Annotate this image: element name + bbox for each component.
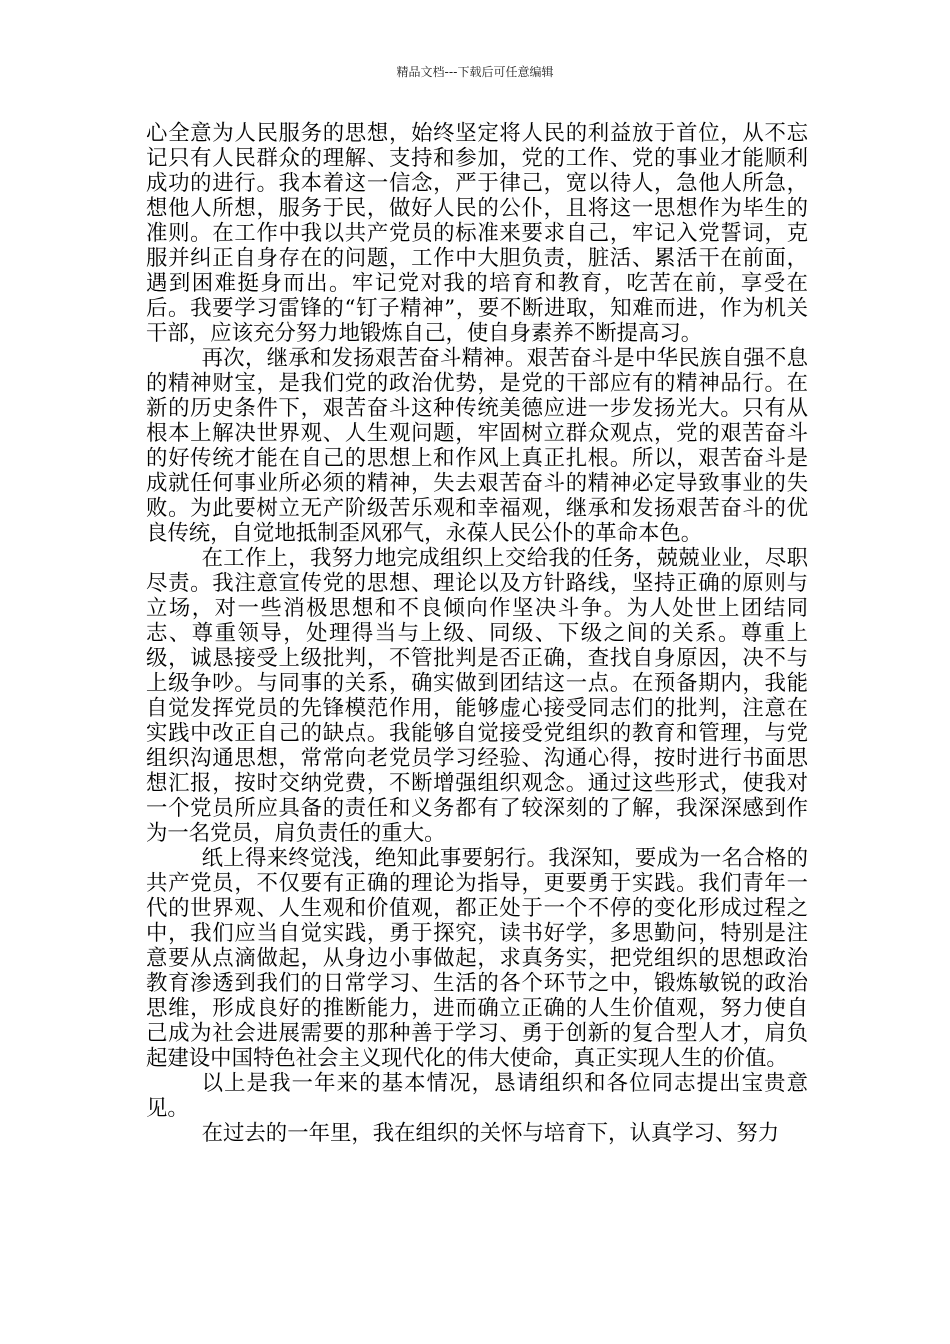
- document-body: [146, 121, 808, 1146]
- paragraph: 在工作上，我努力地完成组织上交给我的任务，兢兢业业，尽职尽责。我注意宣传党的思想、理论以及方针路线，坚持正确的原则与立场，对一些消极思想和不良倾向作坚决斗争。为人处世上团结同志、尊重领导，处理得当与上级、同级、下级之间的关系。尊重上级，诚恳接受上级批判，不管批判是否正确，查找自身原因，决不与上级争吵。与同事的关系，确实做到团结这一点。在预备期内，我能自觉发挥党员的先锋模范作用，能够虚心接受同志们的批判，注意在实践中改正自己的缺点。我能够自觉接受党组织的教育和管理，与党组织沟通思想，常常向老党员学习经验、沟通心得，按时进行书面思想汇报，按时交纳党费，不断增强组织观念。通过这些形式，使我对一个党员所应具备的责任和义务都有了较深刻的了解，我深深感到作为一名党员，肩负责任的重大。: [146, 546, 808, 846]
- page-header: 精品文档---下载后可任意编辑: [396, 65, 554, 79]
- paragraph: 心全意为人民服务的思想，始终坚定将人民的利益放于首位，从不忘记只有人民群众的理解、支持和参加，党的工作、党的事业才能顺利成功的进行。我本着这一信念，严于律己，宽以待人，急他人所急，想他人所想，服务于民，做好人民的公仆，且将这一思想作为毕生的准则。在工作中我以共产党员的标准来要求自己，牢记入党誓词，克服并纠正自身存在的问题，工作中大胆负责，脏活、累活干在前面，遇到困难挺身而出。牢记党对我的培育和教育，吃苦在前，享受在后。我要学习雷锋的“钉子精神”，要不断进取，知难而进，作为机关干部，应该充分努力地锻炼自己，使自身素养不断提高习。: [146, 121, 808, 346]
- paragraph: 纸上得来终觉浅，绝知此事要躬行。我深知，要成为一名合格的共产党员，不仅要有正确的理论为指导，更要勇于实践。我们青年一代的世界观、人生观和价值观，都正处于一个不停的变化形成过程之中，我们应当自觉实践，勇于探究，读书好学，多思勤问，特别是注意要从点滴做起，从身边小事做起，求真务实，把党组织的思想政治教育渗透到我们的日常学习、生活的各个环节之中，锻炼敏锐的政治思维，形成良好的推断能力，进而确立正确的人生价值观，努力使自己成为社会进展需要的那种善于学习、勇于创新的复合型人才，肩负起建设中国特色社会主义现代化的伟大使命，真正实现人生的价值。: [146, 846, 808, 1071]
- paragraph: 再次，继承和发扬艰苦奋斗精神。艰苦奋斗是中华民族自强不息的精神财宝，是我们党的政治优势，是党的干部应有的精神品行。在新的历史条件下，艰苦奋斗这种传统美德应进一步发扬光大。只有从根本上解决世界观、人生观问题，牢固树立群众观点，党的艰苦奋斗的好传统才能在自己的思想上和作风上真正扎根。所以，艰苦奋斗是成就任何事业所必须的精神，失去艰苦奋斗的精神必定导致事业的失败。为此要树立无产阶级苦乐观和幸福观，继承和发扬艰苦奋斗的优良传统，自觉地抵制歪风邪气，永葆人民公仆的革命本色。: [146, 346, 808, 546]
- paragraph: 在过去的一年里，我在组织的关怀与培育下，认真学习、努力: [201, 1121, 780, 1146]
- paragraph: 以上是我一年来的基本情况，恳请组织和各位同志提出宝贵意见。: [146, 1071, 808, 1121]
